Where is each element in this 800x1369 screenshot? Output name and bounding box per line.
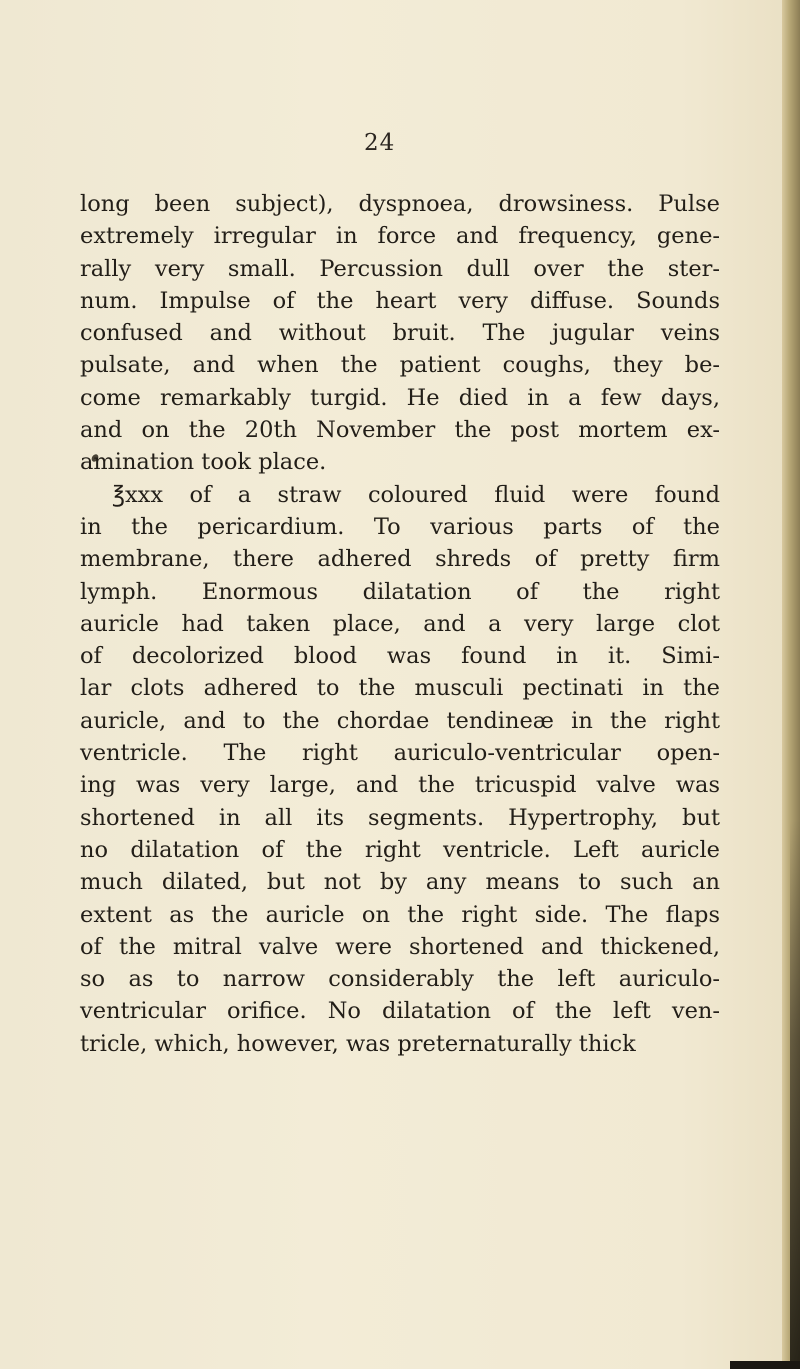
text-line: in the pericardium. To various parts of the: [80, 513, 720, 540]
page-edge-dark: [790, 820, 800, 1369]
text-line: ing was very large, and the tricuspid valve was: [80, 772, 720, 799]
text-line: lymph. Enormous dilatation of the right: [80, 578, 720, 605]
text-line: lar clots adhered to the musculi pectinati in the: [80, 675, 720, 702]
text-line: of decolorized blood was found in it. Simi-: [80, 643, 720, 670]
text-line: tricle, which, however, was preternaturally thick: [80, 1030, 636, 1057]
body-text: [80, 188, 720, 1060]
text-line: come remarkably turgid. He died in a few days,: [80, 384, 720, 411]
text-line: shortened in all its segments. Hypertrophy, but: [80, 804, 720, 831]
text-line: pulsate, and when the patient coughs, they be-: [80, 352, 720, 379]
page-corner-strip: [730, 1361, 800, 1369]
text-line: much dilated, but not by any means to such an: [80, 869, 720, 896]
text-line: no dilatation of the right ventricle. Left auricle: [80, 836, 720, 863]
text-line: of the mitral valve were shortened and thickened,: [80, 933, 720, 960]
text-line: auricle, and to the chordae tendineæ in the right: [80, 707, 720, 734]
text-line: auricle had taken place, and a very large clot: [80, 610, 720, 637]
page-number: 24: [364, 130, 396, 156]
text-line: amination took place.: [80, 449, 327, 476]
text-line: extremely irregular in force and frequency, gene-: [80, 223, 720, 250]
text-line: and on the 20th November the post mortem ex-: [80, 417, 720, 444]
text-line: membrane, there adhered shreds of pretty firm: [80, 546, 720, 573]
text-line: ventricular orifice. No dilatation of the left ven-: [80, 998, 720, 1025]
text-line: ventricle. The right auriculo-ventricular open-: [80, 740, 720, 767]
text-line: num. Impulse of the heart very diffuse. Sounds: [80, 287, 720, 314]
text-line: rally very small. Percussion dull over the ster-: [80, 255, 720, 282]
text-line: confused and without bruit. The jugular veins: [80, 320, 720, 347]
text-line: ℥xxx of a straw coloured fluid were found: [112, 481, 720, 508]
text-line: long been subject), dyspnoea, drowsiness. Pulse: [80, 191, 720, 217]
text-line: extent as the auricle on the right side. The flaps: [80, 901, 720, 928]
text-line: so as to narrow considerably the left auriculo-: [80, 966, 720, 993]
